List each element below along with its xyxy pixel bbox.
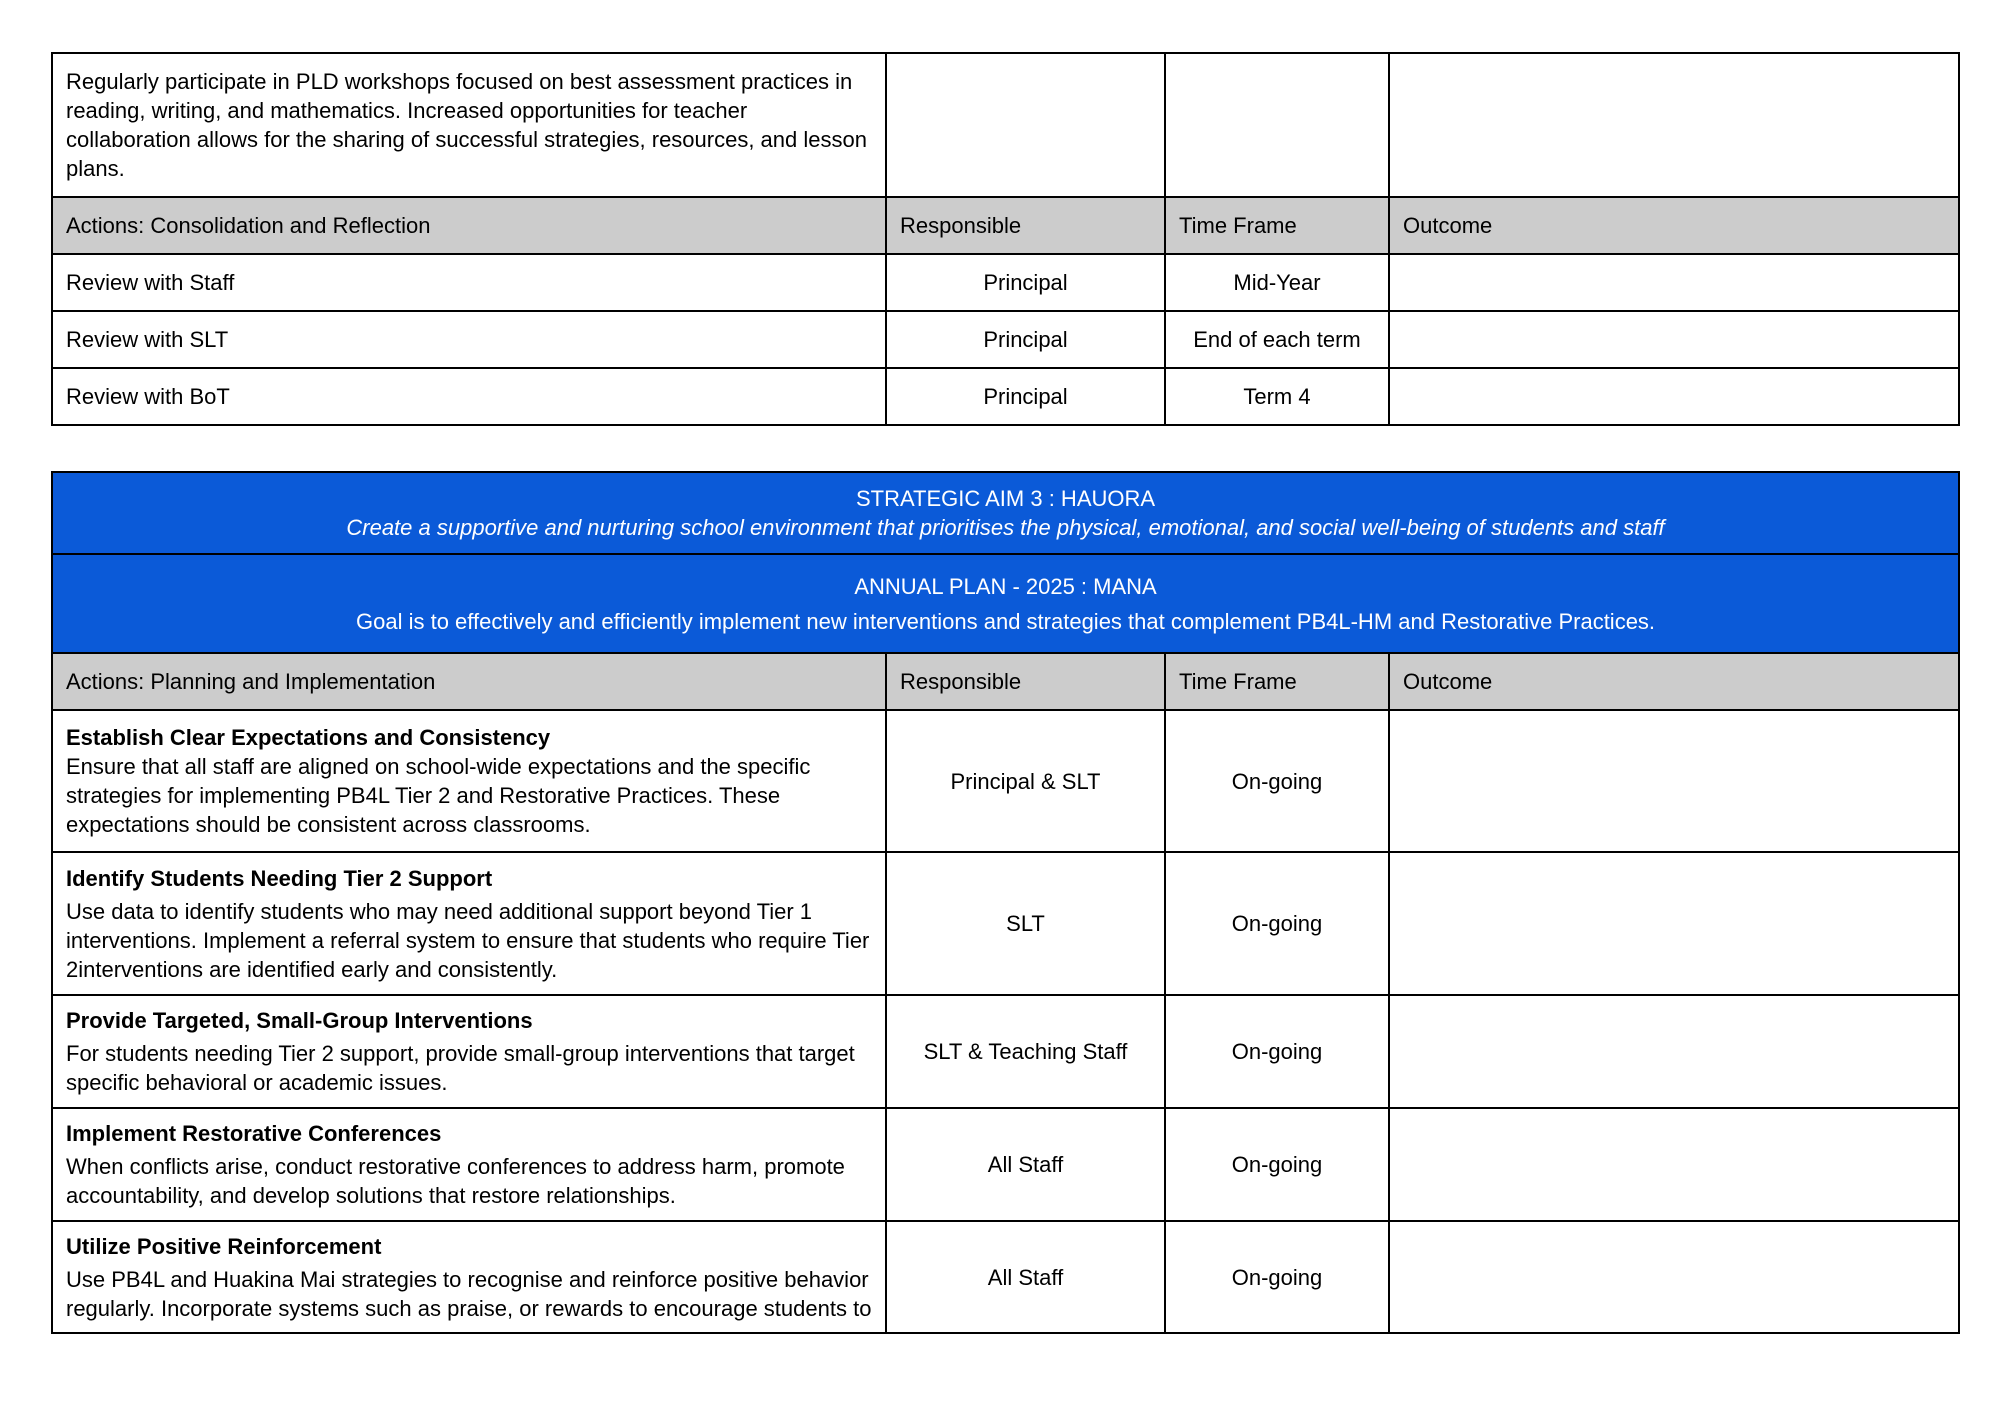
empty-cell — [1165, 53, 1389, 197]
annual-plan-title: ANNUAL PLAN - 2025 : MANA — [854, 573, 1157, 599]
action-cell: Review with BoT — [52, 368, 886, 425]
empty-cell — [886, 53, 1165, 197]
planning-table — [51, 471, 1960, 1334]
responsible-cell: SLT — [886, 852, 1165, 995]
table-row — [52, 710, 1959, 852]
table-row — [52, 1108, 1959, 1221]
action-cell — [52, 852, 886, 995]
action-cell — [52, 995, 886, 1108]
strategic-aim-band — [52, 472, 1959, 554]
table-row — [52, 254, 1959, 311]
responsible-cell: Principal — [886, 254, 1165, 311]
table-row — [52, 852, 1959, 995]
action-description: Use data to identify students who may need additional support beyond Tier 1 interventions. Implement a referral system to ensure that students who require Tier 2interventions are identified early and consistently. — [66, 898, 870, 982]
empty-cell — [1389, 53, 1959, 197]
action-cell: Review with SLT — [52, 311, 886, 368]
table-header-row — [52, 653, 1959, 710]
outcome-cell — [1389, 852, 1959, 995]
intro-text: Regularly participate in PLD workshops focused on best assessment practices in reading, writing, and mathematics. Increased opportunities for teacher collaboration allows for the sharing of successful strategies, resources, and lesson plans. — [66, 69, 867, 181]
time-frame-cell: On-going — [1165, 710, 1389, 852]
action-description: For students needing Tier 2 support, provide small-group interventions that target specific behavioral or academic issues. — [66, 1041, 855, 1095]
strategic-aim-cell — [52, 472, 1959, 554]
action-description: Ensure that all staff are aligned on school-wide expectations and the specific strategies for implementing PB4L Tier 2 and Restorative Practices. These expectations should be consistent across classrooms. — [66, 754, 811, 837]
header-time-frame: Time Frame — [1165, 653, 1389, 710]
strategic-aim-title: STRATEGIC AIM 3 : HAUORA — [855, 486, 1156, 511]
outcome-cell — [1389, 368, 1959, 425]
action-title: Identify Students Needing Tier 2 Support — [66, 865, 493, 891]
outcome-cell — [1389, 1108, 1959, 1221]
header-responsible: Responsible — [886, 197, 1165, 254]
time-frame-cell: Mid-Year — [1165, 254, 1389, 311]
outcome-cell — [1389, 311, 1959, 368]
action-cell — [52, 1221, 886, 1333]
header-responsible: Responsible — [886, 653, 1165, 710]
table-row — [52, 53, 1959, 197]
table-row — [52, 995, 1959, 1108]
annual-plan-goal: Goal is to effectively and efficiently implement new interventions and strategies that complement PB4L-HM and Restorative Practices. — [356, 608, 1656, 634]
action-description: Use PB4L and Huakina Mai strategies to recognise and reinforce positive behavior regularly. Incorporate systems such as praise, or rewards to encourage students to — [66, 1266, 872, 1321]
table-row — [52, 1221, 1959, 1333]
responsible-cell: Principal — [886, 311, 1165, 368]
action-description: When conflicts arise, conduct restorative conferences to address harm, promote accountability, and develop solutions that restore relationships. — [66, 1154, 845, 1208]
strategic-aim-subtitle: Create a supportive and nurturing school environment that prioritises the physical, emotional, and social well-being of students and staff — [346, 515, 1665, 540]
responsible-cell: Principal — [886, 368, 1165, 425]
outcome-cell — [1389, 995, 1959, 1108]
responsible-cell: All Staff — [886, 1221, 1165, 1333]
annual-plan-band — [52, 554, 1959, 653]
responsible-cell: SLT & Teaching Staff — [886, 995, 1165, 1108]
time-frame-cell: End of each term — [1165, 311, 1389, 368]
responsible-cell: All Staff — [886, 1108, 1165, 1221]
outcome-cell — [1389, 1221, 1959, 1333]
time-frame-cell: Term 4 — [1165, 368, 1389, 425]
header-time-frame: Time Frame — [1165, 197, 1389, 254]
action-cell — [52, 1108, 886, 1221]
action-cell: Review with Staff — [52, 254, 886, 311]
responsible-cell: Principal & SLT — [886, 710, 1165, 852]
annual-plan-cell — [52, 554, 1959, 653]
header-actions: Actions: Consolidation and Reflection — [52, 197, 886, 254]
time-frame-cell: On-going — [1165, 852, 1389, 995]
intro-text-cell — [52, 53, 886, 197]
action-title: Provide Targeted, Small-Group Interventions — [66, 1008, 533, 1033]
table-row — [52, 311, 1959, 368]
time-frame-cell: On-going — [1165, 995, 1389, 1108]
header-actions: Actions: Planning and Implementation — [52, 653, 886, 710]
action-title: Implement Restorative Conferences — [66, 1121, 442, 1146]
outcome-cell — [1389, 710, 1959, 852]
table-header-row — [52, 197, 1959, 254]
table-row — [52, 368, 1959, 425]
header-outcome: Outcome — [1389, 653, 1959, 710]
action-title: Utilize Positive Reinforcement — [66, 1233, 382, 1259]
consolidation-table — [51, 52, 1960, 426]
time-frame-cell: On-going — [1165, 1108, 1389, 1221]
action-title: Establish Clear Expectations and Consistency — [66, 725, 551, 750]
action-cell — [52, 710, 886, 852]
outcome-cell — [1389, 254, 1959, 311]
time-frame-cell: On-going — [1165, 1221, 1389, 1333]
header-outcome: Outcome — [1389, 197, 1959, 254]
